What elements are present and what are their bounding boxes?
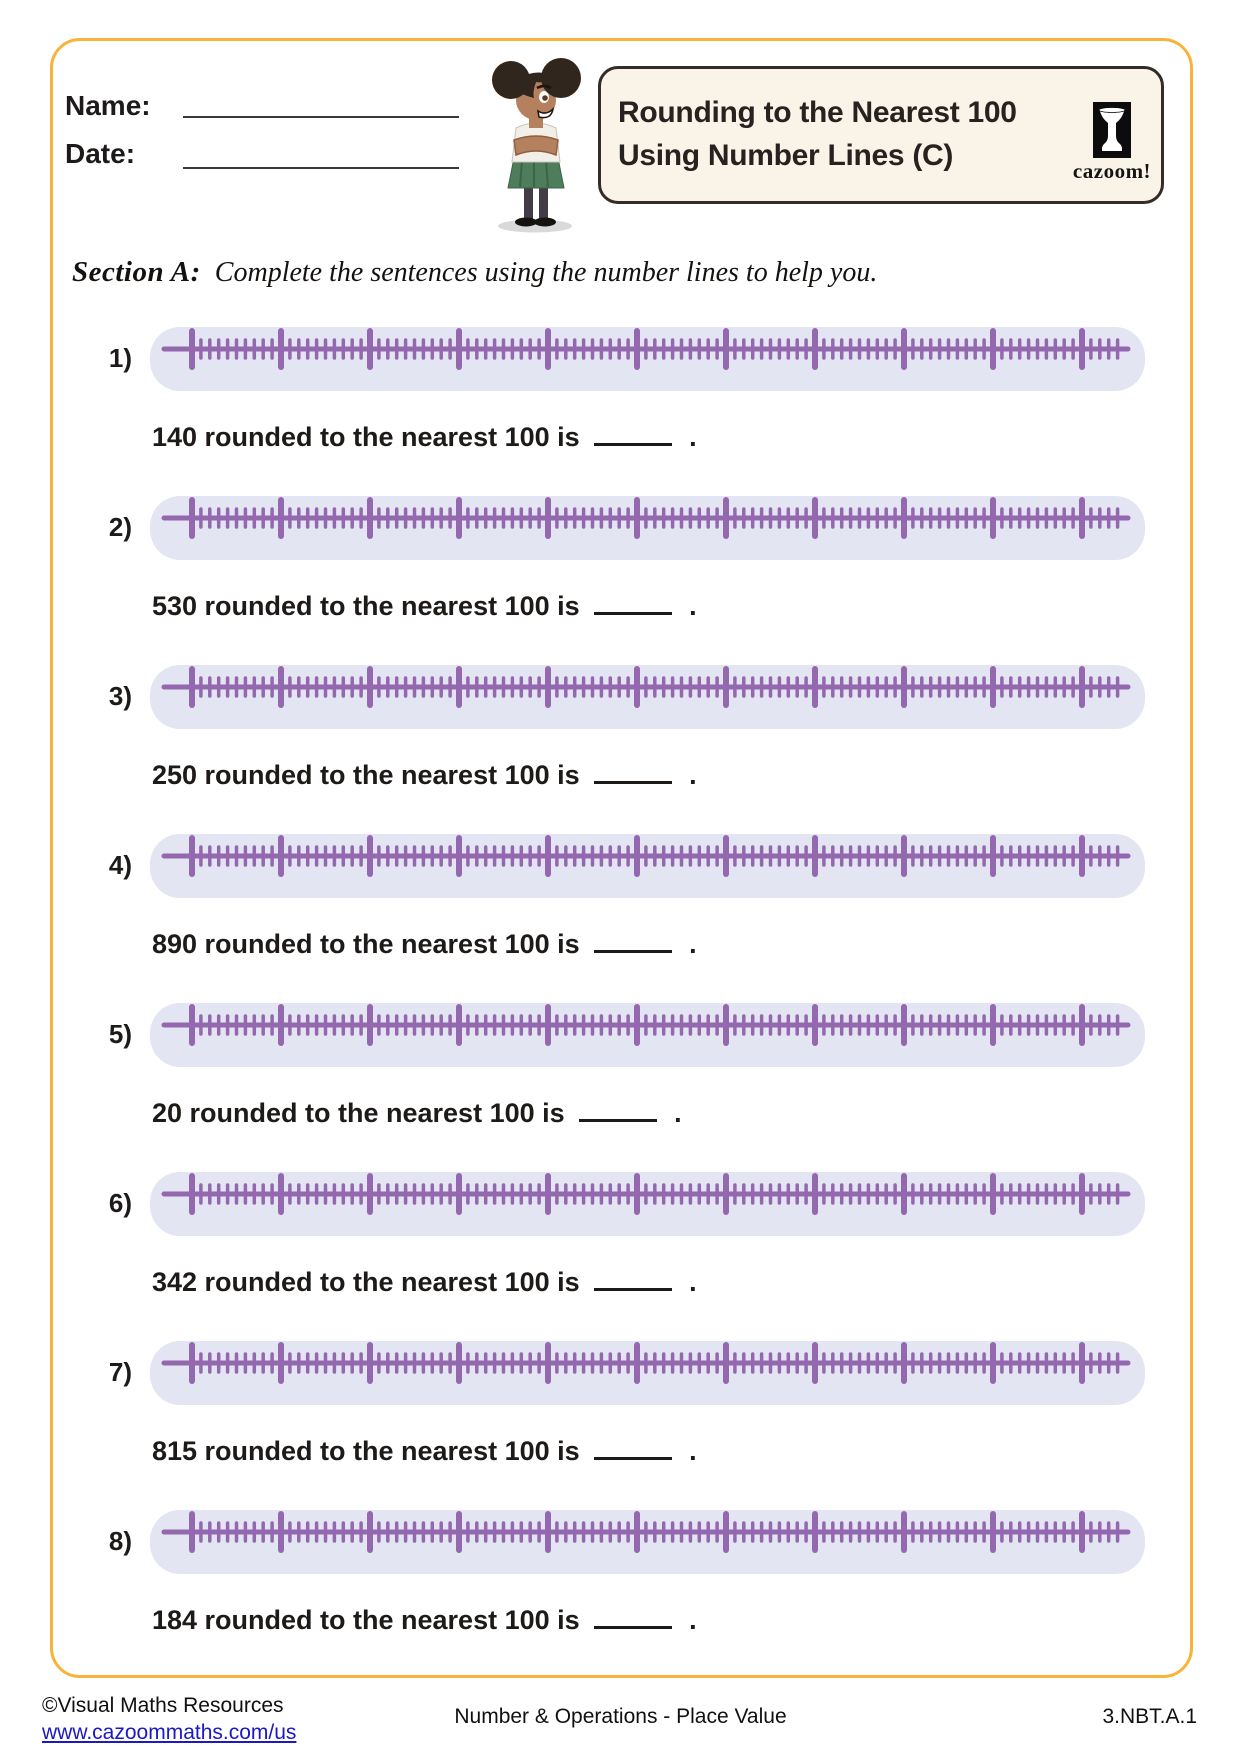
number-line	[150, 496, 1145, 560]
footer-category: Number & Operations - Place Value	[454, 1705, 787, 1728]
question-number: 6)	[108, 1188, 132, 1218]
section-heading	[72, 256, 877, 289]
question-number: 5)	[108, 1019, 132, 1049]
question-sentence: 530 rounded to the nearest 100 is .	[152, 591, 697, 621]
question-sentence: 250 rounded to the nearest 100 is .	[152, 760, 697, 790]
answer-blank	[594, 1437, 672, 1460]
section-instruction: Complete the sentences using the number lines to help you.	[214, 257, 878, 288]
question-sentence: 20 rounded to the nearest 100 is .	[152, 1098, 682, 1128]
name-underline	[183, 116, 459, 118]
question-sentence: 184 rounded to the nearest 100 is .	[152, 1605, 697, 1635]
question-number: 8)	[108, 1526, 132, 1556]
cazoom-logo	[1067, 102, 1157, 184]
footer-standard-code: 3.NBT.A.1	[1102, 1705, 1197, 1728]
answer-blank	[594, 423, 672, 446]
number-line	[150, 327, 1145, 391]
date-label: Date:	[65, 138, 136, 169]
question-sentence: 140 rounded to the nearest 100 is .	[152, 422, 697, 452]
number-line	[150, 1172, 1145, 1236]
footer-url-link[interactable]: www.cazoommaths.com/us	[42, 1721, 297, 1744]
worksheet-title	[618, 91, 1017, 177]
question-number: 2)	[108, 512, 132, 542]
date-underline	[183, 167, 459, 169]
worksheet-title-line1: Rounding to the Nearest 100	[618, 96, 1017, 129]
question-number: 7)	[108, 1357, 132, 1387]
answer-blank	[579, 1099, 657, 1122]
question-number: 1)	[108, 343, 132, 373]
question-sentence: 342 rounded to the nearest 100 is .	[152, 1267, 697, 1297]
answer-blank	[594, 930, 672, 953]
number-line	[150, 1341, 1145, 1405]
student-character-illustration	[476, 50, 596, 235]
question-sentence: 815 rounded to the nearest 100 is .	[152, 1436, 697, 1466]
section-label: Section A:	[72, 256, 201, 288]
name-label: Name:	[65, 90, 151, 121]
answer-blank	[594, 1606, 672, 1629]
worksheet-title-box	[598, 66, 1164, 204]
cazoom-logo-text: cazoom!	[1072, 159, 1152, 183]
answer-blank	[594, 761, 672, 784]
answer-blank	[594, 592, 672, 615]
number-line	[150, 665, 1145, 729]
question-number: 3)	[108, 681, 132, 711]
question-number: 4)	[108, 850, 132, 880]
worksheet-title-line2: Using Number Lines (C)	[618, 139, 954, 172]
question-sentence: 890 rounded to the nearest 100 is .	[152, 929, 697, 959]
answer-blank	[594, 1268, 672, 1291]
number-line	[150, 1003, 1145, 1067]
footer-copyright: ©Visual Maths Resources	[42, 1694, 284, 1717]
number-line	[150, 1510, 1145, 1574]
cazoom-drum-icon	[1093, 102, 1131, 158]
number-line	[150, 834, 1145, 898]
